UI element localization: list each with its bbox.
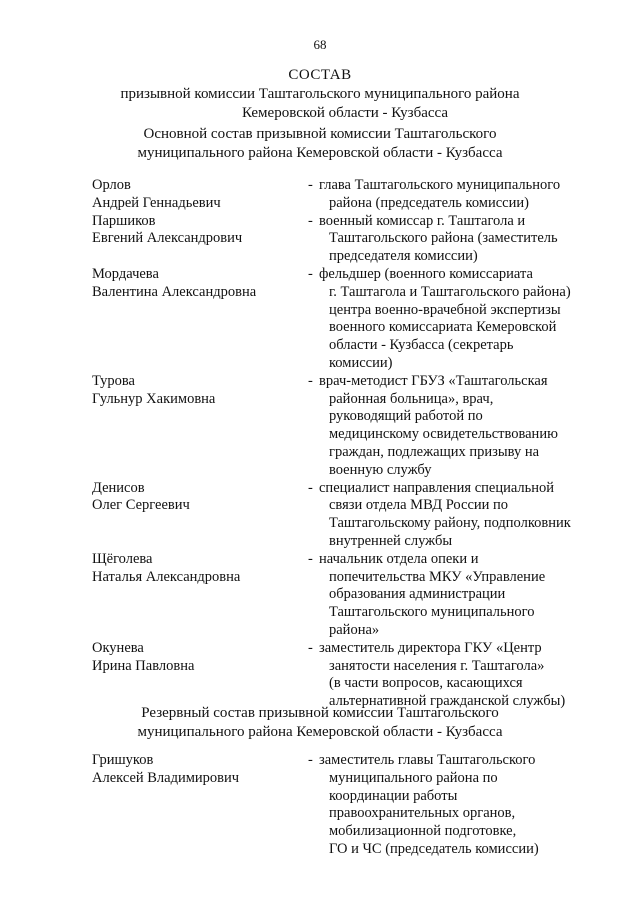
member-role-line: граждан, подлежащих призыву на bbox=[329, 443, 540, 460]
member-role-line: (в части вопросов, касающихся bbox=[329, 675, 523, 692]
member-role-line: связи отдела МВД России по bbox=[329, 497, 509, 514]
member-surname: Паршиков bbox=[92, 212, 156, 229]
member-role-line: медицинскому освидетельствованию bbox=[329, 426, 558, 443]
member-role-line: координации работы bbox=[329, 787, 458, 804]
reserve-members-list bbox=[0, 752, 640, 859]
member-role-line: г. Таштагола и Таштагольского района) bbox=[329, 283, 571, 300]
member-surname: Щёголева bbox=[92, 550, 153, 567]
member-role bbox=[319, 479, 589, 551]
member-name bbox=[92, 373, 302, 409]
member-given-name: Валентина Александровна bbox=[92, 283, 257, 300]
main-section-title-line-1: Основной состав призывной комиссии Таштагольского bbox=[143, 126, 497, 142]
member-role bbox=[319, 639, 589, 711]
member-role bbox=[319, 550, 589, 640]
document-subtitle-line-2: Кемеровской области - Кузбасса bbox=[241, 105, 449, 121]
member-role-line: Таштагольского муниципального bbox=[329, 604, 535, 621]
member-surname: Денисов bbox=[92, 479, 145, 496]
member-dash: - bbox=[308, 372, 313, 389]
member-role-line: занятости населения г. Таштагола» bbox=[329, 657, 545, 674]
main-section-title bbox=[0, 125, 640, 163]
member-role-line: мобилизационной подготовке, bbox=[329, 823, 517, 840]
member-given-name: Наталья Александровна bbox=[92, 568, 241, 585]
member-name bbox=[92, 752, 302, 788]
member-role bbox=[319, 265, 589, 373]
member-role bbox=[319, 212, 589, 266]
member-surname: Окунева bbox=[92, 639, 144, 656]
member-row bbox=[0, 640, 640, 711]
member-role-line: врач-методист ГБУЗ «Таштагольская bbox=[319, 372, 548, 389]
member-role-line: района (председатель комиссии) bbox=[329, 194, 529, 211]
member-role-line: районная больница», врач, bbox=[329, 390, 494, 407]
member-role-line: альтернативной гражданской службы) bbox=[329, 693, 566, 710]
member-given-name: Евгений Александрович bbox=[92, 230, 243, 247]
member-role-line: образования администрации bbox=[329, 586, 506, 603]
member-name bbox=[92, 266, 302, 302]
reserve-section-title bbox=[0, 704, 640, 742]
reserve-section-title-line-2: муниципального района Кемеровской области - Кузбасса bbox=[137, 724, 503, 740]
member-role bbox=[319, 372, 589, 480]
member-given-name: Ирина Павловна bbox=[92, 657, 195, 674]
member-role-line: ГО и ЧС (председатель комиссии) bbox=[329, 840, 539, 857]
member-dash: - bbox=[308, 479, 313, 496]
member-given-name: Гульнур Хакимовна bbox=[92, 390, 216, 407]
member-row bbox=[0, 177, 640, 213]
member-name bbox=[92, 480, 302, 516]
member-name bbox=[92, 177, 302, 213]
reserve-section-title-line-1: Резервный состав призывной комиссии Таштагольского bbox=[141, 705, 499, 721]
member-dash: - bbox=[308, 752, 313, 768]
member-role-line: заместитель директора ГКУ «Центр bbox=[319, 639, 542, 656]
member-surname: Орлов bbox=[92, 177, 131, 193]
member-given-name: Алексей Владимирович bbox=[92, 769, 240, 786]
member-role-line: руководящий работой по bbox=[329, 408, 483, 425]
page-number: 68 bbox=[313, 37, 327, 52]
member-given-name: Олег Сергеевич bbox=[92, 497, 190, 514]
member-role-line: правоохранительных органов, bbox=[329, 805, 516, 822]
member-dash: - bbox=[308, 550, 313, 567]
member-surname: Мордачева bbox=[92, 265, 159, 282]
member-role-line: внутренней службы bbox=[329, 532, 453, 549]
member-role-line: района» bbox=[329, 621, 380, 638]
document-header bbox=[0, 66, 640, 123]
document-title: СОСТАВ bbox=[288, 67, 352, 83]
member-dash: - bbox=[308, 212, 313, 229]
member-name bbox=[92, 213, 302, 249]
document-subtitle-line-1: призывной комиссии Таштагольского муниципального района bbox=[120, 86, 520, 102]
member-role-line: начальник отдела опеки и bbox=[319, 550, 479, 567]
member-role-line: военную службу bbox=[329, 461, 432, 478]
member-role-line: попечительства МКУ «Управление bbox=[329, 568, 546, 585]
member-role-line: комиссии) bbox=[329, 354, 393, 371]
member-role-line: центра военно-врачебной экспертизы bbox=[329, 301, 561, 318]
member-surname: Гришуков bbox=[92, 752, 154, 768]
member-role-line: муниципального района по bbox=[329, 769, 498, 786]
member-row bbox=[0, 213, 640, 266]
member-role-line: специалист направления специальной bbox=[319, 479, 555, 496]
member-role-line: фельдшер (военного комиссариата bbox=[319, 265, 533, 282]
member-role-line: области - Кузбасса (секретарь bbox=[329, 337, 514, 354]
member-role-line: глава Таштагольского муниципального bbox=[319, 177, 561, 193]
member-role bbox=[319, 752, 589, 859]
member-row bbox=[0, 480, 640, 551]
member-role-line: военного комиссариата Кемеровской bbox=[329, 319, 557, 336]
member-name bbox=[92, 640, 302, 676]
member-dash: - bbox=[308, 639, 313, 656]
member-role bbox=[319, 177, 589, 213]
member-row bbox=[0, 752, 640, 859]
member-role-line: заместитель главы Таштагольского bbox=[319, 752, 536, 768]
main-section-title-line-2: муниципального района Кемеровской области - Кузбасса bbox=[137, 145, 503, 161]
member-name bbox=[92, 551, 302, 587]
member-row bbox=[0, 551, 640, 640]
member-dash: - bbox=[308, 265, 313, 282]
main-members-list bbox=[0, 177, 640, 711]
member-row bbox=[0, 266, 640, 373]
member-given-name: Андрей Геннадьевич bbox=[92, 194, 221, 211]
member-role-line: военный комиссар г. Таштагола и bbox=[319, 212, 526, 229]
member-row bbox=[0, 373, 640, 480]
member-role-line: председателя комиссии) bbox=[329, 248, 478, 265]
member-role-line: Таштагольскому району, подполковник bbox=[329, 515, 571, 532]
member-dash: - bbox=[308, 177, 313, 193]
member-surname: Турова bbox=[92, 372, 135, 389]
member-role-line: Таштагольского района (заместитель bbox=[329, 230, 558, 247]
